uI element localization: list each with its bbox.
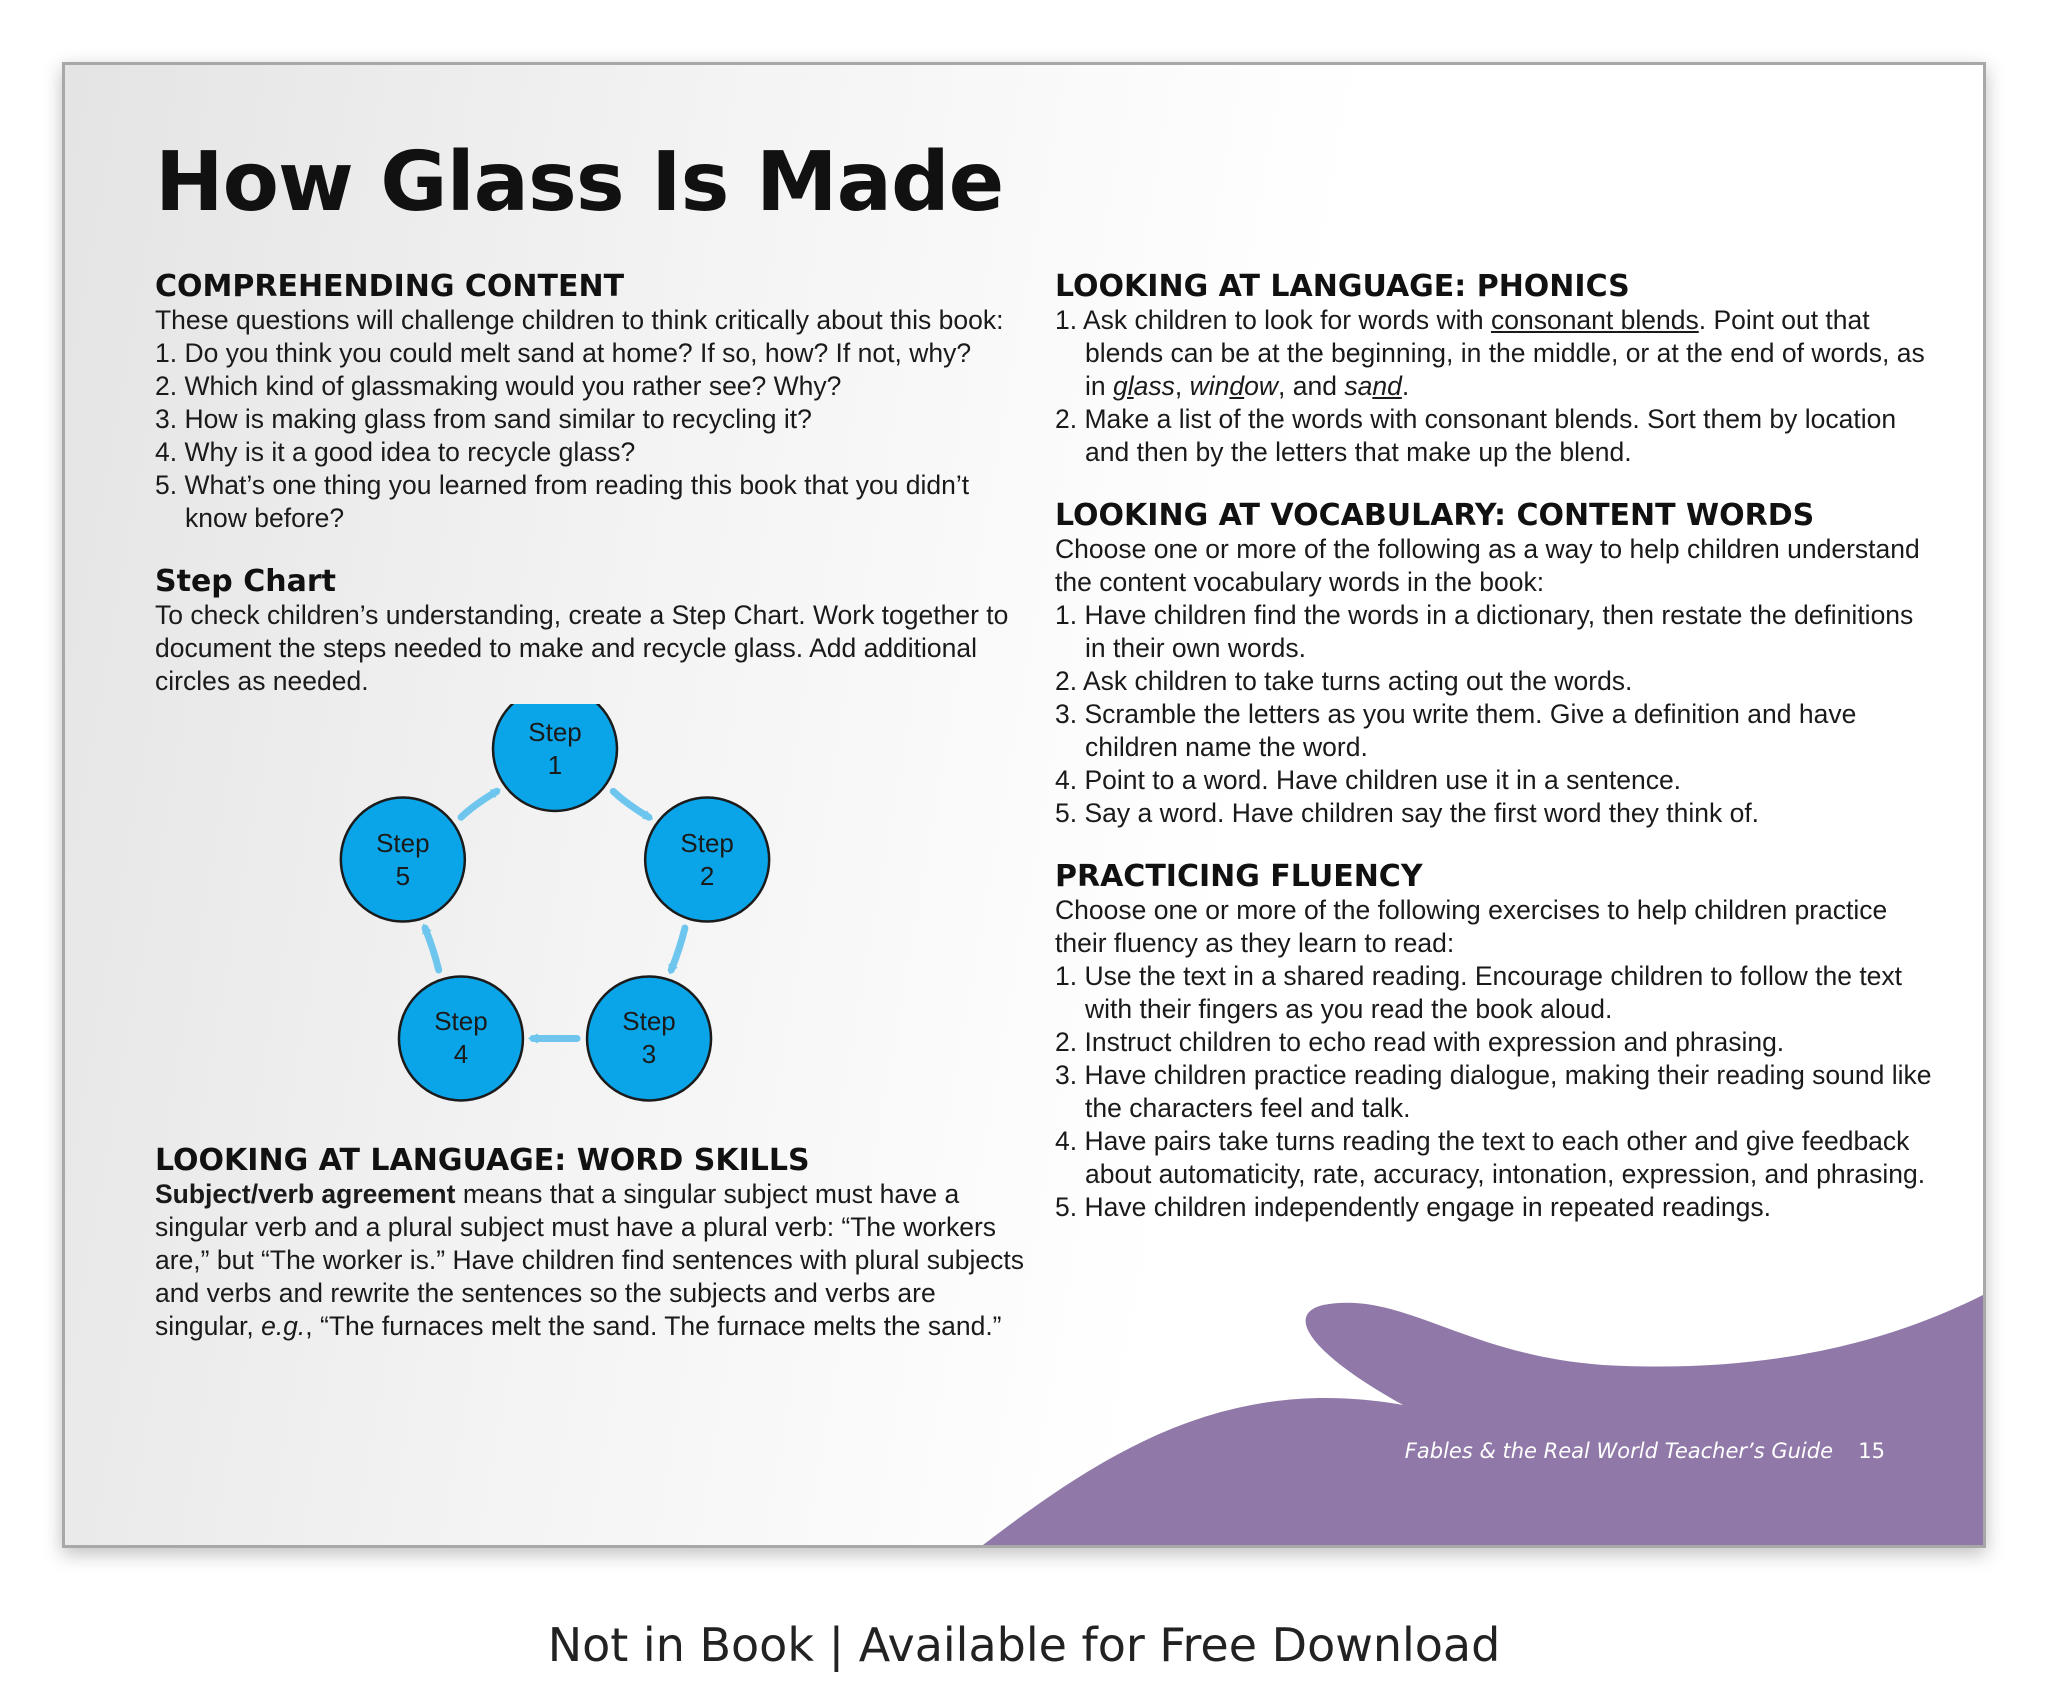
list-item: 2. Which kind of glassmaking would you rather see? Why? <box>155 371 842 401</box>
word-skills-text-a: means that a singular subject must have a singular verb and a plural subject must have a plural verb: “The workers are,” but “The worker is.” Have children find sentences with plural subjects and verbs and rewrite the sentences so the subjects and verbs are singular, <box>155 1179 1024 1341</box>
word-skills-section <box>155 1144 1035 1343</box>
list-item: 3. Scramble the letters as you write them. Give a definition and have children name the word. <box>1055 699 1857 762</box>
list-item: 5. Say a word. Have children say the first word they think of. <box>1055 798 1760 828</box>
download-banner: Not in Book | Available for Free Download <box>547 1618 1501 1672</box>
fluency-list <box>1055 960 1935 1224</box>
step-arrow-1 <box>613 791 649 817</box>
step-arrow-5 <box>461 791 497 817</box>
step-word: Step <box>376 827 430 858</box>
step-word: Step <box>528 717 582 747</box>
step-number: 1 <box>547 750 563 780</box>
page-title: How Glass Is Made <box>155 135 1004 230</box>
consonant-blends-term: consonant blends <box>1490 305 1699 335</box>
phonics-item1-text-a: 1. Ask children to look for words with <box>1055 305 1491 335</box>
guide-page <box>62 62 1986 1548</box>
step-word: Step <box>622 1006 676 1037</box>
vocabulary-section <box>1055 499 1935 830</box>
list-item: 1. Have children find the words in a dictionary, then restate the definitions in their own words. <box>1055 600 1914 663</box>
list-item: 5. What’s one thing you learned from reading this book that you didn’t know before? <box>155 470 970 533</box>
separator: , and <box>1278 371 1345 401</box>
list-item: 2. Make a list of the words with consonant blends. Sort them by location and then by the letters that make up the blend. <box>1055 404 1897 467</box>
list-item: 1. Do you think you could melt sand at home? If so, how? If not, why? <box>155 338 972 368</box>
step-number: 4 <box>453 1039 469 1070</box>
example-glass-blend: gl <box>1113 371 1134 401</box>
list-item: 1. Use the text in a shared reading. Encourage children to follow the text with their fingers as you read the book aloud. <box>1055 961 1903 1024</box>
phonics-section <box>1055 270 1935 469</box>
step-chart-diagram <box>155 704 1035 1134</box>
fluency-section <box>1055 860 1935 1224</box>
step-label-2 <box>643 827 771 893</box>
list-item: 3. Have children practice reading dialogue, making their reading sound like the characters feel and talk. <box>1055 1060 1932 1123</box>
step-number: 5 <box>395 860 411 891</box>
right-column <box>1055 270 1935 1254</box>
word-skills-heading: LOOKING AT LANGUAGE: WORD SKILLS <box>155 1143 810 1178</box>
comprehending-heading: COMPREHENDING CONTENT <box>155 269 625 304</box>
phonics-list <box>1055 304 1935 469</box>
phonics-heading: LOOKING AT LANGUAGE: PHONICS <box>1055 269 1630 304</box>
comprehending-intro: These questions will challenge children to think critically about this book: <box>155 305 1004 335</box>
step-number: 3 <box>641 1039 657 1070</box>
vocabulary-list <box>1055 599 1935 830</box>
example-glass-post: ass <box>1133 371 1175 401</box>
list-item: 4. Have pairs take turns reading the text to each other and give feedback about automaticity, rate, accuracy, intonation, expression, and phrasing. <box>1055 1126 1926 1189</box>
bold-term: Subject/verb agreement <box>155 1179 456 1209</box>
period: . <box>1401 371 1410 401</box>
step-arrow-2 <box>671 928 685 970</box>
example-sand-blend: nd <box>1372 371 1402 401</box>
list-item <box>1055 304 1935 403</box>
example-window-post: ow <box>1244 371 1279 401</box>
step-word: Step <box>680 827 734 858</box>
step-label-1 <box>491 716 619 782</box>
step-chart-section <box>155 565 1035 1134</box>
step-arrow-4 <box>425 928 439 970</box>
step-chart-heading: Step Chart <box>155 564 336 599</box>
step-word: Step <box>434 1006 488 1037</box>
step-label-4 <box>397 1005 525 1071</box>
step-label-5 <box>339 827 467 893</box>
footer-guide-title: Fables & the Real World Teacher’s Guide <box>1404 1439 1833 1463</box>
example-window-blend: d <box>1229 371 1245 401</box>
list-item: 3. How is making glass from sand similar to recycling it? <box>155 404 812 434</box>
left-column <box>155 270 1035 1373</box>
purple-wave-decoration <box>983 1295 1983 1545</box>
fluency-intro: Choose one or more of the following exercises to help children practice their fluency as they learn to read: <box>1055 895 1888 958</box>
list-item: 4. Why is it a good idea to recycle glass? <box>155 437 636 467</box>
example-window <box>1190 371 1278 401</box>
fluency-heading: PRACTICING FLUENCY <box>1055 859 1423 894</box>
list-item: 4. Point to a word. Have children use it in a sentence. <box>1055 765 1682 795</box>
example-sand <box>1344 371 1401 401</box>
example-window-pre: win <box>1189 371 1230 401</box>
step-number: 2 <box>699 860 715 891</box>
word-skills-paragraph <box>155 1178 1035 1343</box>
vocabulary-heading: LOOKING AT VOCABULARY: CONTENT WORDS <box>1055 498 1815 533</box>
word-skills-text-b: , “The furnaces melt the sand. The furnace melts the sand.” <box>305 1311 1002 1341</box>
example-sand-pre: sa <box>1344 371 1373 401</box>
eg-italic: e.g. <box>261 1311 306 1341</box>
step-chart-intro: To check children’s understanding, create a Step Chart. Work together to document the steps needed to make and recycle glass. Add additional circles as needed. <box>155 600 1009 696</box>
vocabulary-intro: Choose one or more of the following as a way to help children understand the content vocabulary words in the book: <box>1055 534 1920 597</box>
separator: , <box>1174 371 1190 401</box>
step-label-3 <box>585 1005 713 1071</box>
phonics-item1-text-b: . Point out that blends can be at the beginning, in the middle, or at the end of words, as in <box>1085 305 1925 401</box>
example-glass <box>1113 371 1175 401</box>
comprehending-list <box>155 337 1035 535</box>
list-item: 5. Have children independently engage in repeated readings. <box>1055 1192 1772 1222</box>
list-item: 2. Ask children to take turns acting out the words. <box>1055 666 1633 696</box>
footer-page-number: 15 <box>1858 1439 1885 1463</box>
comprehending-section <box>155 270 1035 535</box>
list-item: 2. Instruct children to echo read with expression and phrasing. <box>1055 1027 1785 1057</box>
